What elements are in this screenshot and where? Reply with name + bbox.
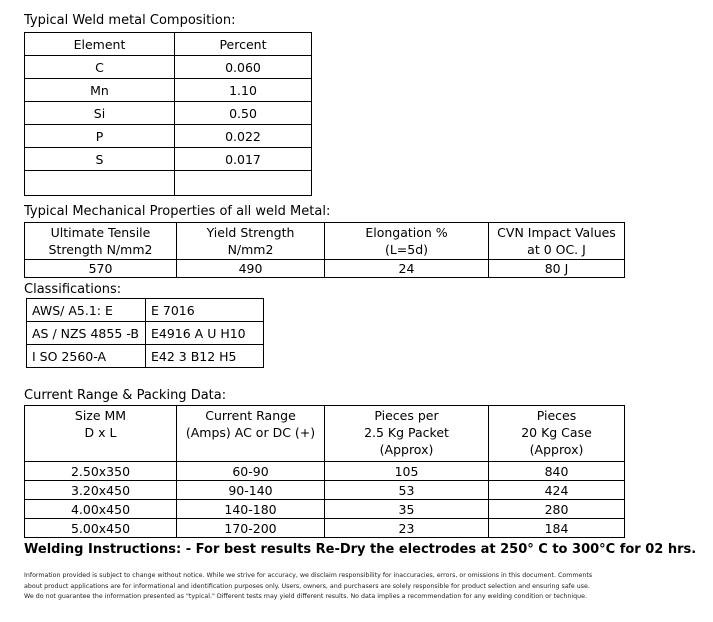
- size-cell: 3.20x450: [25, 481, 177, 500]
- header-line: (Approx): [529, 442, 584, 457]
- table-header-row: [25, 223, 625, 260]
- classifications-table: [26, 298, 264, 368]
- tensile-value: 570: [25, 260, 177, 278]
- table-header-row: [25, 33, 312, 56]
- header-line: CVN Impact Values: [497, 225, 616, 240]
- header-elongation: [325, 223, 489, 260]
- empty-cell: [25, 171, 175, 196]
- case-cell: 840: [489, 462, 625, 481]
- table-row: [27, 322, 264, 345]
- size-cell: 5.00x450: [25, 519, 177, 538]
- header-line: Ultimate Tensile: [50, 225, 151, 240]
- element-cell: C: [25, 56, 175, 79]
- packet-cell: 35: [325, 500, 489, 519]
- current-title: Current Range & Packing Data:: [24, 388, 227, 403]
- table-header-row: [25, 406, 625, 462]
- disclaimer: [24, 571, 592, 603]
- header-line: 20 Kg Case: [521, 425, 592, 440]
- header-element: Element: [25, 33, 175, 56]
- table-row: [25, 102, 312, 125]
- current-cell: 170-200: [177, 519, 325, 538]
- table-row: [27, 299, 264, 322]
- table-row: [25, 519, 625, 538]
- table-row: [25, 462, 625, 481]
- current-table: [24, 405, 625, 538]
- header-line: Elongation %: [365, 225, 448, 240]
- table-row: [25, 148, 312, 171]
- table-row: [27, 345, 264, 368]
- header-line: N/mm2: [227, 242, 274, 257]
- disclaimer-line: Information provided is subject to change without notice. While we strive for accuracy, we disclaim responsibility for inaccuracies, errors, or omissions in this document. Comments: [24, 572, 593, 579]
- composition-table: [24, 32, 312, 196]
- header-line: Pieces per: [374, 408, 439, 423]
- header-line: 2.5 Kg Packet: [364, 425, 449, 440]
- disclaimer-line: We do not guarantee the information presented as "typical." Different tests may yield different results. No data implies a recommendation for any welding condition or technique.: [24, 593, 588, 600]
- header-yield: [177, 223, 325, 260]
- header-line: Strength N/mm2: [48, 242, 153, 257]
- table-row: [25, 56, 312, 79]
- welding-instructions: Welding Instructions: - For best results Re-Dry the electrodes at 250° C to 300°C for 02 hrs.: [24, 542, 697, 557]
- classification-cell: E42 3 B12 H5: [146, 345, 264, 368]
- header-size: [25, 406, 177, 462]
- current-cell: 60-90: [177, 462, 325, 481]
- disclaimer-line: about product applications are for informational and identification purposes only. Users, owners, and purchasers are solely responsible for product selection and ensuring safe use.: [24, 582, 590, 590]
- mechanical-title: Typical Mechanical Properties of all weld Metal:: [24, 204, 331, 219]
- element-cell: Si: [25, 102, 175, 125]
- standard-cell: I SO 2560-A: [27, 345, 146, 368]
- current-cell: 140-180: [177, 500, 325, 519]
- packet-cell: 105: [325, 462, 489, 481]
- table-row: [25, 481, 625, 500]
- header-cvn: [489, 223, 625, 260]
- header-line: Current Range: [205, 408, 296, 423]
- case-cell: 280: [489, 500, 625, 519]
- header-percent: Percent: [175, 33, 312, 56]
- table-row: [25, 500, 625, 519]
- header-line: Yield Strength: [206, 225, 295, 240]
- header-line: Size MM: [74, 408, 127, 423]
- classifications-title: Classifications:: [24, 282, 122, 297]
- header-current: [177, 406, 325, 462]
- header-line: D x L: [84, 425, 117, 440]
- empty-cell: [175, 171, 312, 196]
- classification-cell: E 7016: [146, 299, 264, 322]
- standard-cell: AS / NZS 4855 -B: [27, 322, 146, 345]
- header-tensile: [25, 223, 177, 260]
- element-cell: Mn: [25, 79, 175, 102]
- case-cell: 184: [489, 519, 625, 538]
- header-line: (Approx): [379, 442, 434, 457]
- element-cell: S: [25, 148, 175, 171]
- header-line: Pieces: [536, 408, 577, 423]
- empty-row: [25, 171, 312, 196]
- header-case: [489, 406, 625, 462]
- table-row: [25, 260, 625, 278]
- header-line: (Amps) AC or DC (+): [185, 425, 316, 440]
- percent-cell: 0.50: [175, 102, 312, 125]
- classification-cell: E4916 A U H10: [146, 322, 264, 345]
- percent-cell: 0.022: [175, 125, 312, 148]
- composition-title: Typical Weld metal Composition:: [24, 13, 236, 28]
- elongation-value: 24: [325, 260, 489, 278]
- element-cell: P: [25, 125, 175, 148]
- percent-cell: 1.10: [175, 79, 312, 102]
- table-row: [25, 79, 312, 102]
- header-packet: [325, 406, 489, 462]
- percent-cell: 0.060: [175, 56, 312, 79]
- mechanical-table: [24, 222, 625, 278]
- packet-cell: 23: [325, 519, 489, 538]
- table-row: [25, 125, 312, 148]
- header-line: at 0 OC. J: [527, 242, 586, 257]
- standard-cell: AWS/ A5.1: E: [27, 299, 146, 322]
- case-cell: 424: [489, 481, 625, 500]
- current-cell: 90-140: [177, 481, 325, 500]
- cvn-value: 80 J: [489, 260, 625, 278]
- size-cell: 2.50x350: [25, 462, 177, 481]
- packet-cell: 53: [325, 481, 489, 500]
- header-line: (L=5d): [384, 242, 429, 257]
- yield-value: 490: [177, 260, 325, 278]
- size-cell: 4.00x450: [25, 500, 177, 519]
- percent-cell: 0.017: [175, 148, 312, 171]
